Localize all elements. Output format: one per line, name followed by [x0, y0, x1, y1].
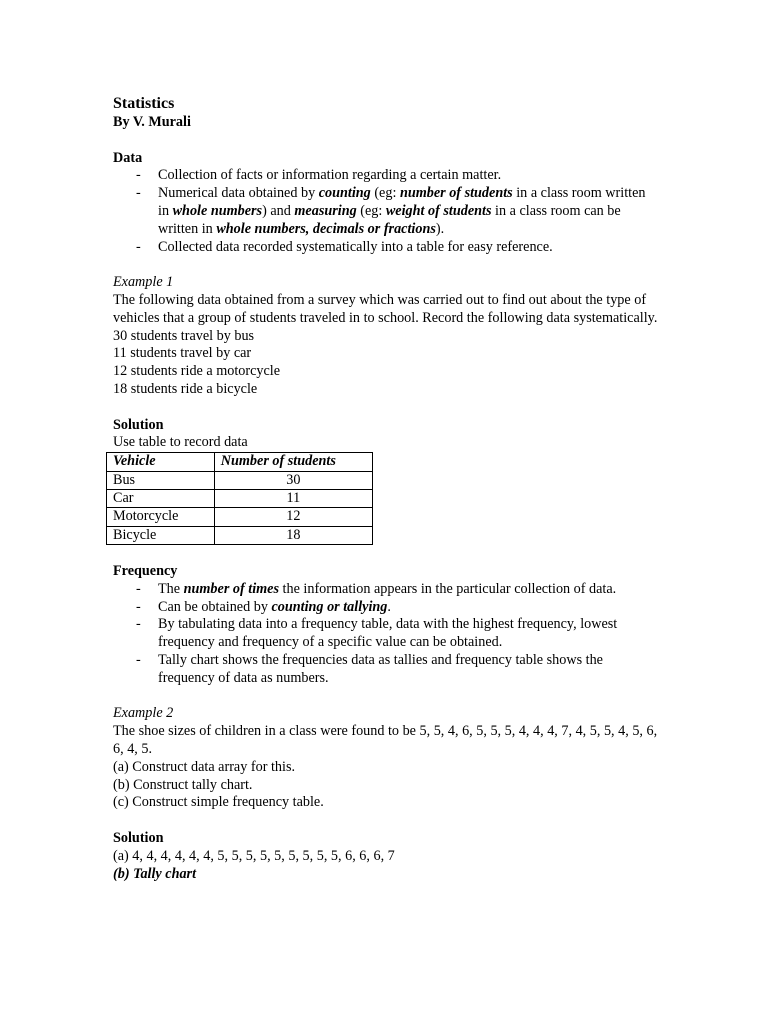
example-2-task-b: (b) Construct tally chart.: [113, 776, 253, 793]
example-2-label: Example 2: [113, 705, 174, 722]
solution-1-intro: Use table to record data: [113, 434, 248, 451]
list-item: [113, 581, 658, 599]
table-row: [107, 508, 373, 526]
list-item: [113, 616, 658, 652]
table-header-vehicle: Vehicle: [107, 453, 215, 471]
data-heading: Data: [113, 149, 143, 166]
example-1-intro: The following data obtained from a survey which was carried out to find out about the type of vehicles that a group of students traveled in to school. Record the following data systematically.: [113, 291, 658, 326]
solution-2-answer-b-label: (b) Tally chart: [113, 865, 197, 882]
example-1-label: Example 1: [113, 274, 174, 291]
list-text: in a class room written in: [158, 185, 646, 219]
document-page: [113, 94, 658, 883]
list-text: (eg:: [356, 202, 386, 219]
list-item: [113, 239, 658, 257]
emphasis-text: number of students: [399, 185, 513, 202]
dash-bullet: -: [136, 185, 141, 202]
dash-bullet: -: [136, 580, 141, 597]
list-text: Tally chart shows the frequencies data as tallies and frequency table shows the frequency of data as numbers.: [158, 651, 603, 686]
list-text: Numerical data obtained by: [158, 185, 319, 202]
dash-bullet: -: [136, 167, 141, 184]
table-cell-vehicle: Motorcycle: [107, 508, 215, 526]
list-item: [113, 652, 658, 688]
table-cell-vehicle: Car: [107, 489, 215, 507]
list-text: (eg:: [370, 185, 400, 202]
table-row: [107, 526, 373, 544]
list-text: ).: [435, 220, 445, 237]
table-row: [107, 489, 373, 507]
example-1-line-4: 18 students ride a bicycle: [113, 380, 258, 397]
emphasis-text: counting or tallying: [271, 598, 388, 615]
list-text: in a class room can be written in: [158, 202, 621, 237]
page-title: Statistics: [113, 95, 175, 112]
list-text: .: [387, 598, 391, 615]
example-2-task-a: (a) Construct data array for this.: [113, 758, 296, 775]
list-text: ) and: [262, 202, 295, 219]
table-cell-count: 12: [214, 508, 372, 526]
example-2-intro: The shoe sizes of children in a class were found to be 5, 5, 4, 6, 5, 5, 5, 4, 4, 4, 7, 4, 5, 5, 4, 5, 6, 6, 4, 5.: [113, 723, 658, 757]
list-item: [113, 599, 658, 617]
list-text: Can be obtained by: [158, 598, 272, 615]
example-1-line-2: 11 students travel by car: [113, 345, 252, 362]
solution-2-heading: Solution: [113, 829, 164, 846]
table-cell-vehicle: Bicycle: [107, 526, 215, 544]
solution-2-answer-a: (a) 4, 4, 4, 4, 4, 4, 5, 5, 5, 5, 5, 5, 5, 5, 5, 6, 6, 6, 7: [113, 847, 395, 864]
table-header-row: [107, 453, 373, 471]
example-1-line-3: 12 students ride a motorcycle: [113, 363, 281, 380]
list-text: the information appears in the particular collection of data.: [279, 580, 617, 597]
emphasis-text: counting: [318, 185, 371, 202]
list-text: Collection of facts or information regarding a certain matter.: [158, 167, 502, 184]
frequency-list: [113, 581, 658, 688]
list-item: [113, 185, 658, 238]
list-item: [113, 167, 658, 185]
table-cell-count: 11: [214, 489, 372, 507]
dash-bullet: -: [136, 651, 141, 668]
dash-bullet: -: [136, 238, 141, 255]
solution-1-heading: Solution: [113, 416, 164, 433]
frequency-heading: Frequency: [113, 562, 178, 579]
emphasis-text: measuring: [294, 202, 357, 219]
emphasis-text: whole numbers, decimals or fractions: [216, 220, 436, 237]
list-text: Collected data recorded systematically into a table for easy reference.: [158, 238, 553, 255]
table-cell-vehicle: Bus: [107, 471, 215, 489]
list-text: By tabulating data into a frequency table, data with the highest frequency, lowest frequency and frequency of a specific value can be obtained.: [158, 616, 618, 651]
emphasis-text: whole numbers: [172, 202, 263, 219]
data-list: [113, 167, 658, 256]
table-row: [107, 471, 373, 489]
author-line: By V. Murali: [113, 114, 191, 130]
example-2-task-c: (c) Construct simple frequency table.: [113, 794, 324, 811]
emphasis-text: weight of students: [385, 202, 492, 219]
dash-bullet: -: [136, 598, 141, 615]
table-cell-count: 18: [214, 526, 372, 544]
table-header-number: Number of students: [214, 453, 372, 471]
table-cell-count: 30: [214, 471, 372, 489]
emphasis-text: number of times: [183, 580, 279, 597]
vehicle-table: [106, 452, 373, 545]
dash-bullet: -: [136, 616, 141, 633]
example-1-line-1: 30 students travel by bus: [113, 327, 255, 344]
list-text: The: [158, 580, 184, 597]
